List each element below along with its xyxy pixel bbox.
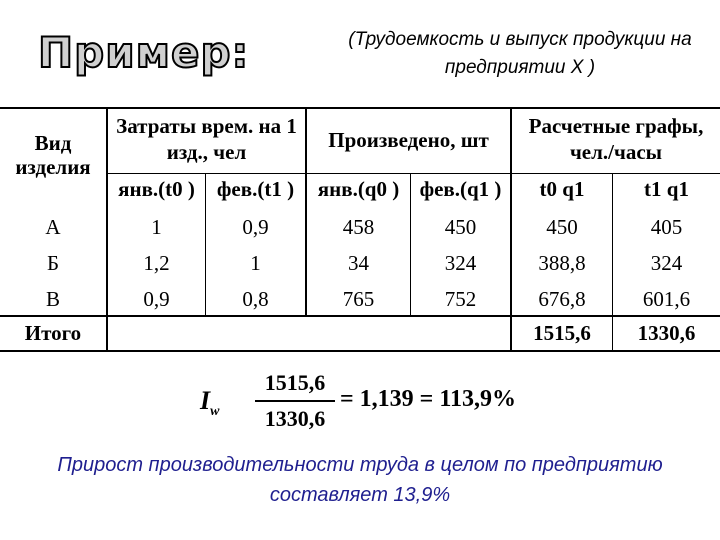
row-q1: 752: [444, 287, 477, 311]
slide-subtitle: (Трудоемкость и выпуск продукции на предприятии Х ): [348, 29, 692, 78]
numerator: 1515,6: [264, 370, 326, 395]
row-q0: 34: [348, 251, 369, 275]
slide-title: Пример:: [38, 28, 250, 77]
header-calc: Расчетные графы, чел./часы: [528, 114, 704, 164]
header-t0q1: t0 q1: [539, 177, 585, 201]
header-q0: янв.(q0 ): [317, 177, 400, 201]
conclusion-text: Прирост производительности труда в целом по предприятию составляет 13,9%: [57, 454, 663, 506]
total-t0q1: 1515,6: [533, 321, 591, 345]
productivity-index-formula: [200, 368, 540, 438]
row-t0: 0,9: [143, 287, 170, 311]
row-q1: 324: [444, 251, 477, 275]
header-produced: Произведено, шт: [328, 128, 489, 152]
header-q1: фев.(q1 ): [419, 177, 502, 201]
row-t0: 1: [151, 215, 162, 239]
row-t1q1: 601,6: [642, 287, 691, 311]
denominator: 1330,6: [264, 406, 326, 431]
header-t1q1: t1 q1: [644, 177, 689, 201]
fraction: [255, 368, 335, 434]
header-time-costs: Затраты врем. на 1 изд., чел: [116, 114, 297, 164]
row-t1: 0,9: [242, 215, 269, 239]
row-t0: 1,2: [143, 251, 170, 275]
row-t1q1: 405: [650, 215, 683, 239]
index-symbol: $I_w$: [200, 386, 220, 420]
labor-table: [0, 107, 720, 352]
fraction-bar: [255, 400, 335, 402]
row-t0q1: 676,8: [538, 287, 586, 311]
row-name: Б: [46, 251, 60, 275]
header-product-type: Вид изделия: [15, 131, 91, 179]
row-t1: 1: [250, 251, 261, 275]
row-q1: 450: [444, 215, 477, 239]
formula-result: = 1,139 = 113,9%: [340, 386, 517, 412]
row-q0: 765: [342, 287, 375, 311]
row-name: В: [45, 287, 60, 311]
header-t1: фев.(t1 ): [216, 177, 295, 201]
total-t1q1: 1330,6: [637, 321, 696, 345]
total-label: Итого: [24, 321, 82, 345]
row-name: А: [45, 215, 61, 239]
row-q0: 458: [342, 215, 375, 239]
row-t1q1: 324: [650, 251, 683, 275]
row-t1: 0,8: [242, 287, 269, 311]
row-t0q1: 388,8: [538, 251, 586, 275]
row-t0q1: 450: [546, 215, 578, 239]
header-t0: янв.(t0 ): [118, 177, 195, 201]
